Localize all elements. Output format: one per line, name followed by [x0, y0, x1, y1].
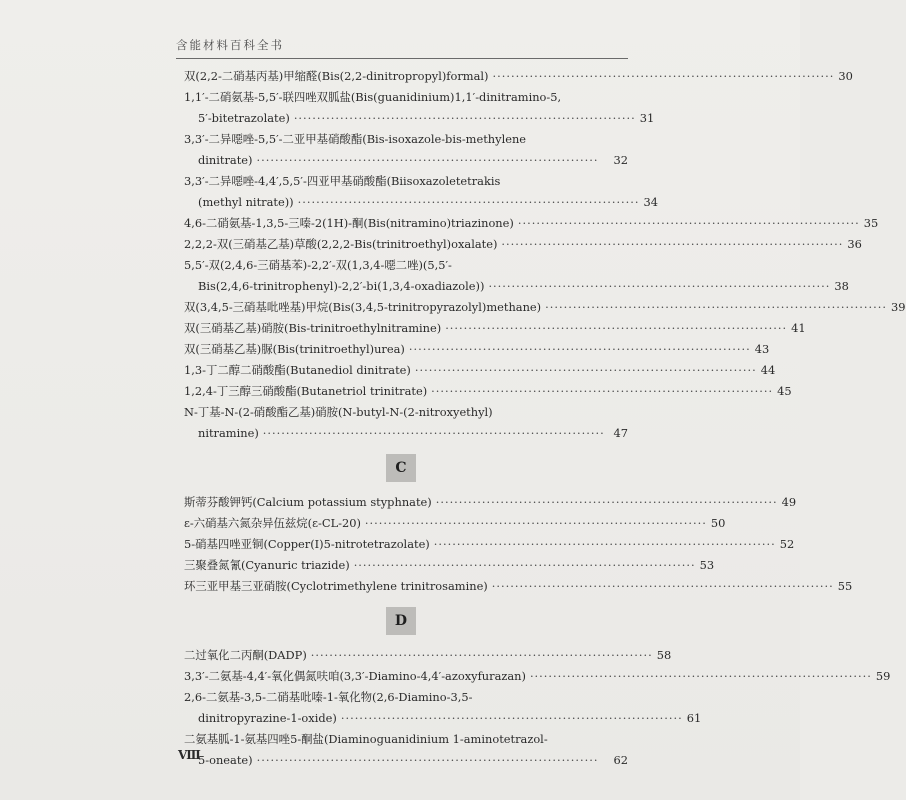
toc-entry-line — [184, 360, 776, 381]
toc-entry[interactable] — [184, 666, 891, 687]
toc-entry-line — [184, 708, 702, 729]
toc-entry-line — [184, 513, 726, 534]
dot-leader: ·········································································· — [364, 516, 707, 530]
toc-page-number: 45 — [777, 384, 792, 398]
toc-entry-title: (methyl nitrate)) — [198, 195, 294, 209]
toc-entry-title: 1,2,4-丁三醇三硝酸酯(Butanetriol trinitrate) — [184, 384, 428, 398]
toc-entry-line — [184, 492, 797, 513]
toc-entry-title: 二氨基胍-1-氨基四唑5-酮盐(Diaminoguanidinium 1-aminotetrazol- — [184, 732, 548, 746]
toc-entry[interactable] — [184, 171, 659, 213]
toc-entry-title: 1,3-丁二醇二硝酸酯(Butanediol dinitrate) — [184, 363, 411, 377]
toc-entry-line — [184, 687, 628, 708]
toc-entry[interactable] — [184, 381, 792, 402]
toc-page-number: 32 — [613, 153, 628, 167]
toc-entry[interactable] — [184, 645, 672, 666]
toc-entry-title: 三聚叠氮氰(Cyanuric triazide) — [184, 558, 350, 572]
toc-page-number: 55 — [837, 579, 853, 593]
toc-entry-title: dinitrate) — [198, 153, 253, 167]
dot-leader: ·········································································· — [445, 321, 788, 335]
toc-entry-line — [184, 402, 628, 423]
header-rule — [176, 58, 628, 59]
toc-page-number: 52 — [779, 537, 795, 551]
toc-entry-line — [184, 192, 659, 213]
toc-entry-line — [184, 150, 628, 171]
toc-entry-line — [184, 729, 628, 750]
toc-entry-title: 环三亚甲基三亚硝胺(Cyclotrimethylene trinitrosamine) — [184, 579, 488, 593]
toc-entry[interactable] — [184, 513, 726, 534]
toc-entry-line — [184, 255, 628, 276]
toc-entry-title: 二过氧化二丙酮(DADP) — [184, 648, 307, 662]
toc-entry-line — [184, 297, 906, 318]
dot-leader: ·········································································· — [256, 153, 599, 167]
toc-entry-title: 双(三硝基乙基)硝胺(Bis-trinitroethylnitramine) — [184, 321, 442, 335]
toc-entry-title: 3,3′-二氨基-4,4′-氧化偶氮呋咱(3,3′-Diamino-4,4′-azoxyfurazan) — [184, 669, 526, 683]
toc-page-number: 31 — [639, 111, 655, 125]
toc-entry[interactable] — [184, 129, 628, 171]
toc-entry[interactable] — [184, 576, 853, 597]
toc-entry[interactable] — [184, 402, 628, 444]
toc-entry-line — [184, 234, 862, 255]
dot-leader: ·········································································· — [297, 195, 640, 209]
toc-page-number: 41 — [791, 321, 806, 335]
toc-page-number: 59 — [875, 669, 891, 683]
toc-entry[interactable] — [184, 339, 770, 360]
dot-leader: ·········································································· — [491, 579, 834, 593]
toc-entry-line — [184, 108, 655, 129]
toc-entry-line — [184, 171, 628, 192]
toc-entry-title: 斯蒂芬酸钾钙(Calcium potassium styphnate) — [184, 495, 432, 509]
toc-page-number: 53 — [699, 558, 715, 572]
toc-entry-title: 3,3′-二异噁唑-4,4′,5,5′-四亚甲基硝酸酯(Biisoxazoletetrakis — [184, 174, 501, 188]
toc-entry-line — [184, 318, 806, 339]
toc-entry-line — [184, 666, 891, 687]
toc-page-number: 39 — [891, 300, 906, 314]
dot-leader: ·········································································· — [433, 537, 776, 551]
dot-leader: ·········································································· — [488, 279, 831, 293]
toc-entry-line — [184, 534, 795, 555]
dot-leader: ·········································································· — [492, 69, 835, 83]
dot-leader: ·········································································· — [293, 111, 636, 125]
toc-entry-line — [184, 381, 792, 402]
toc-entry-line — [184, 129, 628, 150]
toc-entry[interactable] — [184, 687, 702, 729]
toc-entry[interactable] — [184, 66, 853, 87]
toc-entry[interactable] — [184, 297, 906, 318]
dot-leader: ·········································································· — [310, 648, 653, 662]
toc-entry-line — [184, 66, 853, 87]
toc-page-number: 47 — [613, 426, 628, 440]
toc-page-number: 43 — [754, 342, 770, 356]
toc-page-number: 50 — [710, 516, 726, 530]
toc-entry-title: 双(3,4,5-三硝基吡唑基)甲烷(Bis(3,4,5-trinitropyrazolyl)methane) — [184, 300, 542, 314]
dot-leader: ·········································································· — [431, 384, 774, 398]
toc-entry-line — [184, 750, 628, 771]
dot-leader: ·········································································· — [529, 669, 872, 683]
toc-page-number: 35 — [863, 216, 879, 230]
dot-leader: ·········································································· — [545, 300, 888, 314]
toc-entry-title: 5′-bitetrazolate) — [198, 111, 290, 125]
toc-entry[interactable] — [184, 534, 795, 555]
toc-entry[interactable] — [184, 213, 879, 234]
toc-page-number: 30 — [838, 69, 853, 83]
section-header — [184, 454, 628, 484]
dot-leader: ·········································································· — [435, 495, 778, 509]
dot-leader: ·········································································· — [408, 342, 751, 356]
section-letter-d: D — [386, 607, 416, 635]
section-header — [184, 607, 628, 637]
toc-page-number: 38 — [834, 279, 849, 293]
toc-page-number: 62 — [613, 753, 628, 767]
toc-entry[interactable] — [184, 234, 862, 255]
dot-leader: ·········································································· — [340, 711, 683, 725]
toc-entry-title: 5-硝基四唑亚铜(Copper(Ⅰ)5-nitrotetrazolate) — [184, 537, 430, 551]
toc-entry-line — [184, 87, 628, 108]
toc-entry-title: 双(2,2-二硝基丙基)甲缩醛(Bis(2,2-dinitropropyl)formal) — [184, 69, 489, 83]
toc-entry-title: Bis(2,4,6-trinitrophenyl)-2,2′-bi(1,3,4-oxadiazole)) — [198, 279, 485, 293]
toc-page-number: 36 — [847, 237, 862, 251]
toc-entry-title: dinitropyrazine-1-oxide) — [198, 711, 337, 725]
toc-entry-title: 双(三硝基乙基)脲(Bis(trinitroethyl)urea) — [184, 342, 405, 356]
toc-entry[interactable] — [184, 255, 849, 297]
dot-leader: ·········································································· — [262, 426, 605, 440]
section-letter-c: C — [386, 454, 416, 482]
toc-page-number: 61 — [686, 711, 702, 725]
toc-page-number: 34 — [643, 195, 659, 209]
toc-entry-title: 1,1′-二硝氨基-5,5′-联四唑双胍盐(Bis(guanidinium)1,1′-dinitramino-5, — [184, 90, 562, 104]
toc-entry-line — [184, 276, 849, 297]
toc-entry-title: N-丁基-N-(2-硝酸酯乙基)硝胺(N-butyl-N-(2-nitroxyethyl) — [184, 405, 493, 419]
toc-entry[interactable] — [184, 555, 715, 576]
toc-entry[interactable] — [184, 318, 806, 339]
toc-entry[interactable] — [184, 87, 655, 129]
toc-entry-title: 5,5′-双(2,4,6-三硝基苯)-2,2′-双(1,3,4-噁二唑)(5,5′- — [184, 258, 452, 272]
toc-page-number: 49 — [781, 495, 797, 509]
toc-entry[interactable] — [184, 360, 776, 381]
toc-page-number: 44 — [760, 363, 776, 377]
toc-entry-title: ε-六硝基六氮杂异伍兹烷(ε-CL-20) — [184, 516, 361, 530]
toc-page-number: 58 — [656, 648, 672, 662]
dot-leader: ·········································································· — [256, 753, 599, 767]
toc-entry-title: 2,6-二氨基-3,5-二硝基吡嗪-1-氧化物(2,6-Diamino-3,5- — [184, 690, 473, 704]
running-header: 含能材料百科全书 — [176, 38, 284, 52]
toc-entry-line — [184, 645, 672, 666]
toc-entry-title: 5-oneate) — [198, 753, 253, 767]
toc-entry-title: 3,3′-二异噁唑-5,5′-二亚甲基硝酸酯(Bis-isoxazole-bis-methylene — [184, 132, 527, 146]
toc-entry-line — [184, 213, 879, 234]
toc-entry-line — [184, 576, 853, 597]
dot-leader: ·········································································· — [353, 558, 696, 572]
dot-leader: ·········································································· — [517, 216, 860, 230]
dot-leader: ·········································································· — [501, 237, 844, 251]
toc-entry[interactable] — [184, 729, 628, 771]
toc-entry-title: nitramine) — [198, 426, 259, 440]
table-of-contents — [184, 66, 906, 771]
toc-entry-line — [184, 339, 770, 360]
toc-entry[interactable] — [184, 492, 797, 513]
page-folio: Ⅷ — [178, 748, 201, 762]
toc-entry-title: 4,6-二硝氨基-1,3,5-三嗪-2(1H)-酮(Bis(nitramino)triazinone) — [184, 216, 514, 230]
toc-entry-title: 2,2,2-双(三硝基乙基)草酸(2,2,2-Bis(trinitroethyl)oxalate) — [184, 237, 498, 251]
dot-leader: ·········································································· — [414, 363, 757, 377]
toc-entry-line — [184, 423, 628, 444]
toc-entry-line — [184, 555, 715, 576]
